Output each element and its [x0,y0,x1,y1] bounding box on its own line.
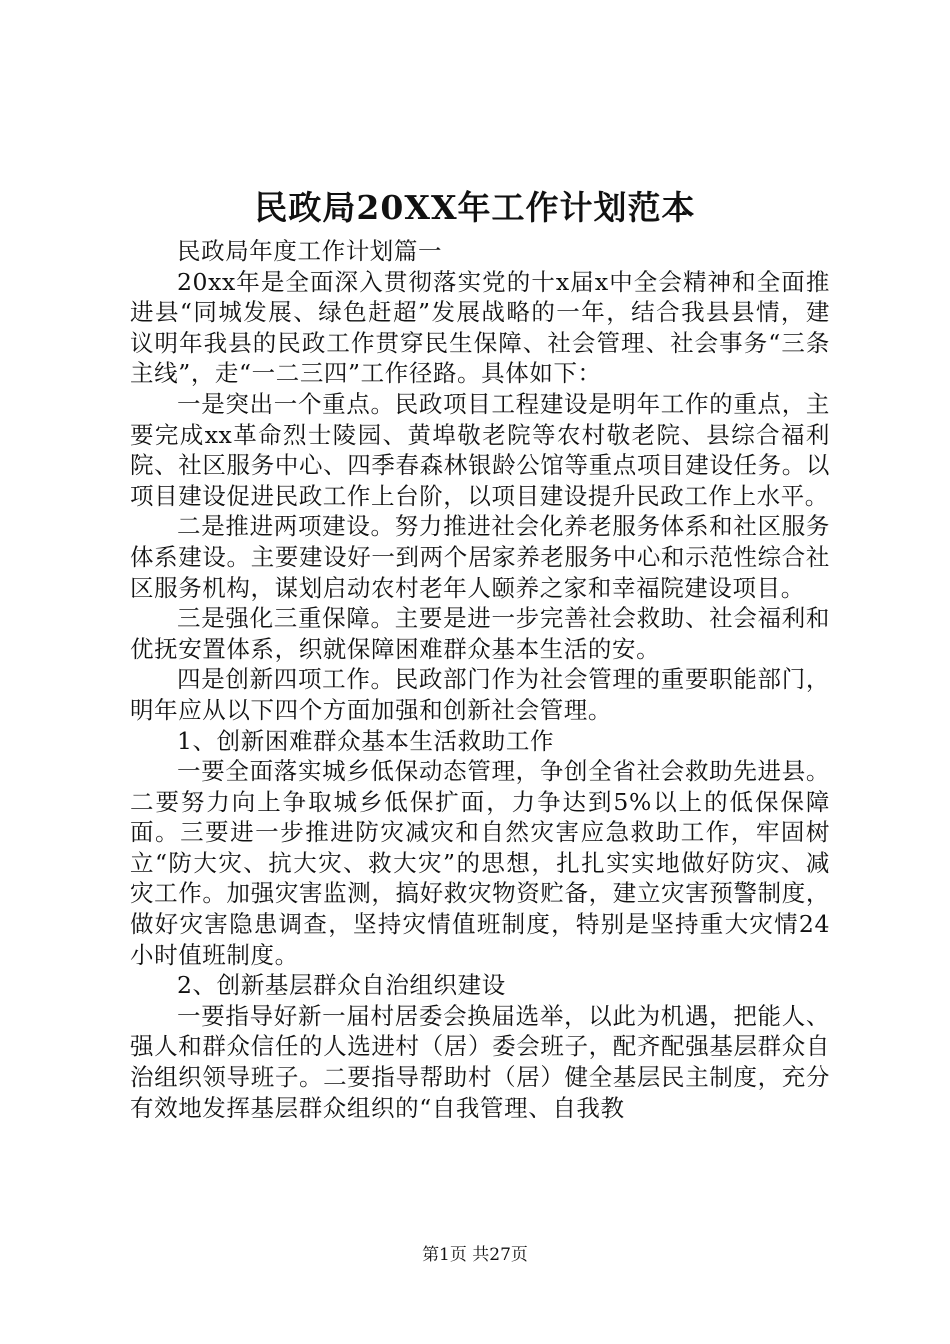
page-number-footer: 第1页 共27页 [422,1245,528,1265]
paragraph-relief-work: 一要全面落实城乡低保动态管理，争创全省社会救助先进县。二要努力向上争取城乡低保扩面，力争达到5%以上的低保保障面。三要进一步推进防灾减灾和自然灾害应急救助工作，牢固树立“防大灾、抗大灾、救大灾”的思想，扎扎实实地做好防灾、减灾工作。加强灾害监测，搞好救灾物资贮备，建立灾害预警制度，做好灾害隐患调查，坚持灾情值班制度，特别是坚持重大灾情24小时值班制度。 [130,757,830,969]
paragraph-three-guarantees: 三是强化三重保障。主要是进一步完善社会救助、社会福利和优抚安置体系，织就保障困难群众基本生活的安。 [130,604,830,663]
paragraph-two-constructions: 二是推进两项建设。努力推进社会化养老服务体系和社区服务体系建设。主要建设好一到两个居家养老服务中心和示范性综合社区服务机构，谋划启动农村老年人颐养之家和幸福院建设项目。 [130,512,830,602]
document-body [130,236,830,1123]
paragraph-self-governance: 一要指导好新一届村居委会换届选举，以此为机遇，把能人、强人和群众信任的人选进村（居）委会班子，配齐配强基层群众自治组织领导班子。二要指导帮助村（居）健全基层民主制度，充分有效地发挥基层群众组织的“自我管理、自我教 [130,1001,830,1122]
paragraph-focus-one: 一是突出一个重点。民政项目工程建设是明年工作的重点，主要完成xx革命烈士陵园、黄埠敬老院等农村敬老院、县综合福利院、社区服务中心、四季春森林银龄公馆等重点项目建设任务。以项目建设促进民政工作上台阶，以项目建设提升民政工作上水平。 [130,389,830,510]
document-title: 民政局20XX年工作计划范本 [254,188,696,227]
subheading-1: 1、创新困难群众基本生活救助工作 [177,726,555,755]
section-heading: 民政局年度工作计划篇一 [177,237,443,265]
subheading-2: 2、创新基层群众自治组织建设 [177,971,506,1000]
intro-paragraph: 20xx年是全面深入贯彻落实党的十x届x中全会精神和全面推进县“同城发展、绿色赶超”发展战略的一年，结合我县县情，建议明年我县的民政工作贯穿民生保障、社会管理、社会事务“三条主线”，走“一二三四”工作径路。具体如下： [130,267,830,388]
paragraph-four-innovations: 四是创新四项工作。民政部门作为社会管理的重要职能部门，明年应从以下四个方面加强和创新社会管理。 [130,665,830,724]
